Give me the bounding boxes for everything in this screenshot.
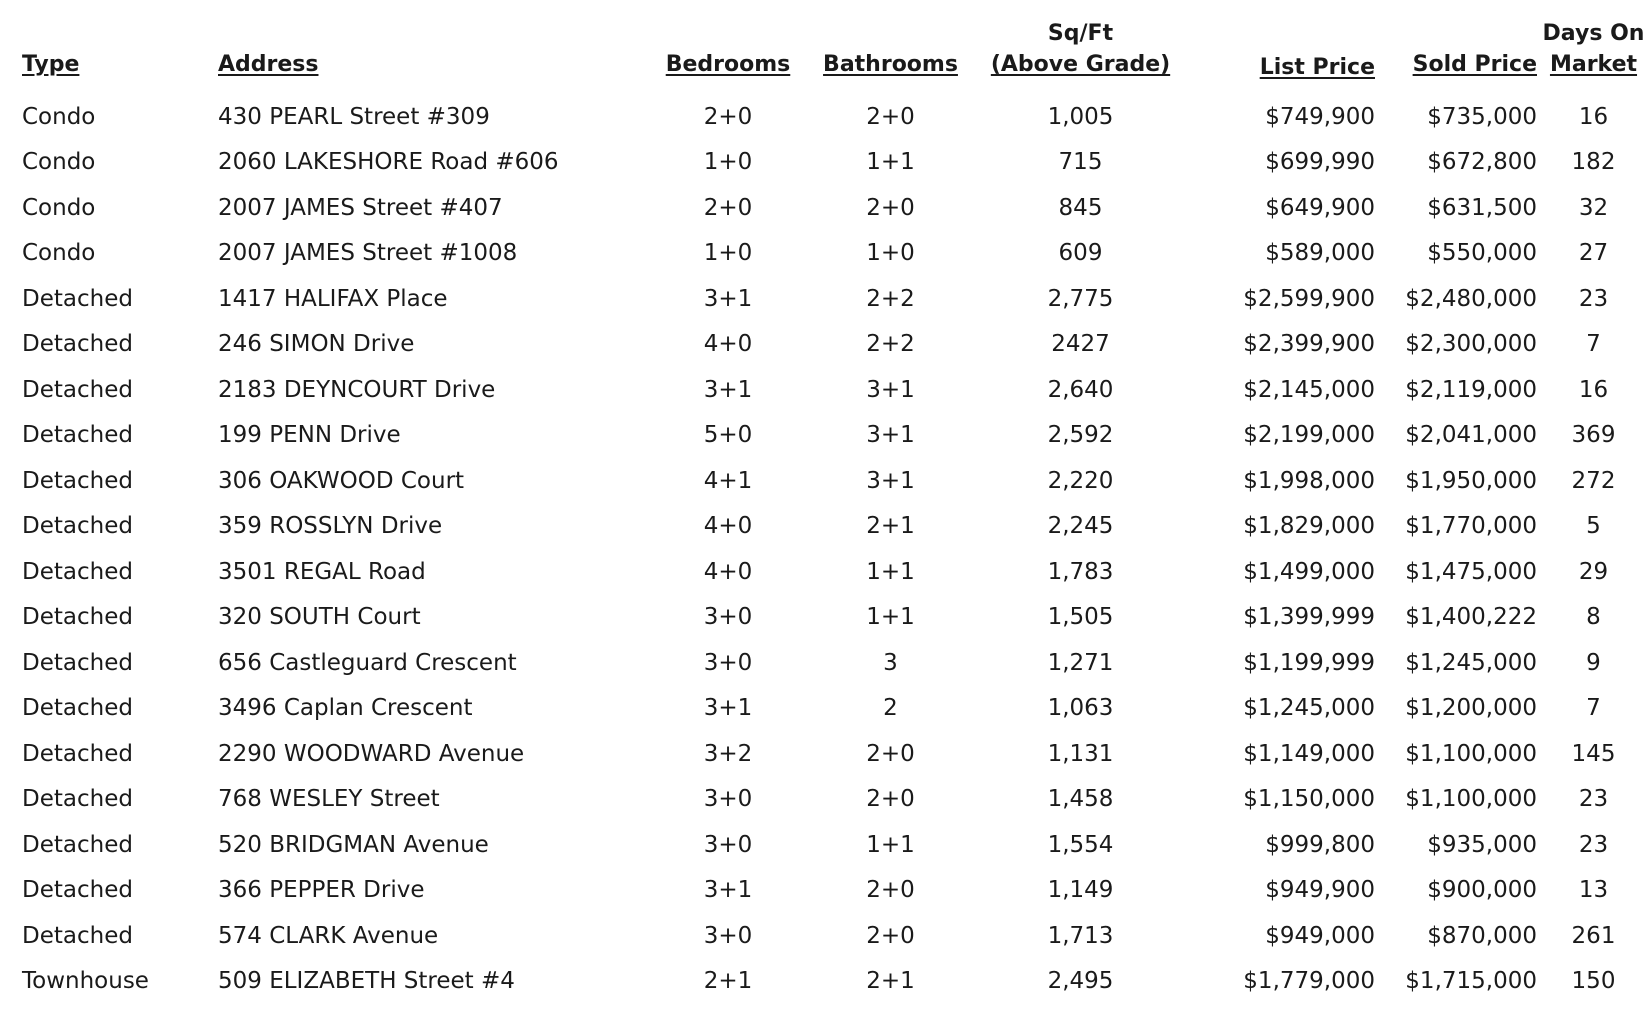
- cell-sqft: 715: [1058, 149, 1103, 176]
- cell-days-on-market: 32: [1578, 194, 1609, 221]
- cell-list-price: $949,900: [1265, 877, 1375, 904]
- cell-sold-price: $1,715,000: [1405, 968, 1537, 995]
- cell-list-price: $1,149,000: [1243, 740, 1375, 767]
- table-row: [0, 367, 1650, 413]
- cell-bathrooms: 3+1: [866, 422, 915, 449]
- cell-sqft: 1,505: [1047, 604, 1114, 631]
- cell-bedrooms: 1+0: [703, 240, 753, 267]
- cell-type: Condo: [22, 149, 96, 176]
- cell-days-on-market: 369: [1571, 422, 1616, 449]
- cell-sqft: 1,149: [1047, 877, 1114, 904]
- table-row: [0, 504, 1650, 550]
- cell-type: Detached: [22, 513, 133, 540]
- cell-type: Detached: [22, 604, 133, 631]
- cell-bathrooms: 2+0: [866, 877, 915, 904]
- cell-sold-price: $550,000: [1427, 240, 1537, 267]
- cell-list-price: $649,900: [1265, 194, 1375, 221]
- cell-address: 2290 WOODWARD Avenue: [218, 740, 525, 767]
- cell-address: 199 PENN Drive: [218, 422, 401, 449]
- cell-address: 3501 REGAL Road: [218, 558, 426, 585]
- cell-sold-price: $2,300,000: [1405, 331, 1537, 358]
- cell-list-price: $2,199,000: [1243, 422, 1375, 449]
- table-row: [0, 231, 1650, 277]
- cell-bathrooms: 2+1: [866, 968, 915, 995]
- header-sqft-line2: (Above Grade): [990, 52, 1171, 77]
- cell-bathrooms: 3+1: [866, 467, 915, 494]
- cell-bedrooms: 4+1: [703, 467, 753, 494]
- cell-days-on-market: 16: [1578, 103, 1609, 130]
- table-row: [0, 276, 1650, 322]
- cell-sold-price: $900,000: [1427, 877, 1537, 904]
- cell-type: Condo: [22, 103, 96, 130]
- header-address: Address: [218, 52, 319, 77]
- cell-sold-price: $1,950,000: [1405, 467, 1537, 494]
- cell-sqft: 2,495: [1047, 968, 1114, 995]
- cell-sold-price: $1,200,000: [1405, 695, 1537, 722]
- cell-bedrooms: 3+0: [703, 831, 753, 858]
- cell-list-price: $1,499,000: [1243, 558, 1375, 585]
- cell-bathrooms: 2+0: [866, 103, 915, 130]
- cell-bedrooms: 3+1: [703, 376, 753, 403]
- cell-list-price: $2,145,000: [1243, 376, 1375, 403]
- cell-bathrooms: 1+0: [866, 240, 915, 267]
- header-sold-price: Sold Price: [1412, 52, 1537, 77]
- cell-sold-price: $2,480,000: [1405, 285, 1537, 312]
- cell-days-on-market: 182: [1571, 149, 1616, 176]
- cell-list-price: $1,399,999: [1243, 604, 1375, 631]
- cell-bathrooms: 3+1: [866, 376, 915, 403]
- cell-sold-price: $870,000: [1427, 922, 1537, 949]
- table-row: [0, 822, 1650, 868]
- cell-bedrooms: 3+0: [703, 604, 753, 631]
- cell-list-price: $1,779,000: [1243, 968, 1375, 995]
- cell-list-price: $2,399,900: [1243, 331, 1375, 358]
- cell-type: Detached: [22, 740, 133, 767]
- cell-bathrooms: 2+0: [866, 922, 915, 949]
- cell-days-on-market: 7: [1586, 695, 1601, 722]
- cell-list-price: $2,599,900: [1243, 285, 1375, 312]
- table-row: [0, 458, 1650, 504]
- cell-type: Detached: [22, 422, 133, 449]
- cell-type: Detached: [22, 558, 133, 585]
- header-type: Type: [22, 52, 80, 77]
- table-row: [0, 595, 1650, 641]
- cell-sold-price: $1,245,000: [1405, 649, 1537, 676]
- cell-sold-price: $1,770,000: [1405, 513, 1537, 540]
- cell-list-price: $1,245,000: [1243, 695, 1375, 722]
- cell-address: 306 OAKWOOD Court: [218, 467, 465, 494]
- cell-sqft: 1,131: [1047, 740, 1114, 767]
- cell-bathrooms: 2+0: [866, 194, 915, 221]
- cell-address: 656 Castleguard Crescent: [218, 649, 517, 676]
- cell-bathrooms: 2+1: [866, 513, 915, 540]
- cell-type: Detached: [22, 786, 133, 813]
- cell-sold-price: $1,475,000: [1405, 558, 1537, 585]
- cell-days-on-market: 29: [1578, 558, 1609, 585]
- header-days-line2: Market: [1549, 52, 1638, 77]
- cell-list-price: $749,900: [1265, 103, 1375, 130]
- table-row: [0, 868, 1650, 914]
- cell-days-on-market: 261: [1571, 922, 1616, 949]
- cell-bathrooms: 2+2: [866, 331, 915, 358]
- cell-sqft: 1,783: [1047, 558, 1114, 585]
- cell-sqft: 2,592: [1047, 422, 1114, 449]
- cell-days-on-market: 16: [1578, 376, 1609, 403]
- cell-days-on-market: 150: [1571, 968, 1616, 995]
- table-body: [0, 94, 1650, 1004]
- cell-bathrooms: 1+1: [866, 558, 915, 585]
- cell-address: 1417 HALIFAX Place: [218, 285, 448, 312]
- cell-bathrooms: 2+0: [866, 740, 915, 767]
- cell-type: Detached: [22, 376, 133, 403]
- cell-bedrooms: 3+2: [703, 740, 753, 767]
- cell-type: Detached: [22, 285, 133, 312]
- cell-days-on-market: 5: [1586, 513, 1601, 540]
- cell-days-on-market: 7: [1586, 331, 1601, 358]
- table-header: [0, 0, 1650, 94]
- cell-address: 520 BRIDGMAN Avenue: [218, 831, 489, 858]
- cell-bedrooms: 2+0: [703, 194, 753, 221]
- cell-days-on-market: 13: [1578, 877, 1609, 904]
- cell-address: 509 ELIZABETH Street #4: [218, 968, 515, 995]
- header-days-line1: Days On: [1542, 21, 1645, 46]
- cell-bedrooms: 4+0: [703, 513, 753, 540]
- cell-days-on-market: 23: [1578, 285, 1609, 312]
- cell-bedrooms: 2+0: [703, 103, 753, 130]
- cell-sqft: 1,458: [1047, 786, 1114, 813]
- cell-address: 3496 Caplan Crescent: [218, 695, 473, 722]
- cell-sold-price: $2,119,000: [1405, 376, 1537, 403]
- cell-sold-price: $631,500: [1427, 194, 1537, 221]
- table-row: [0, 959, 1650, 1005]
- cell-address: 2060 LAKESHORE Road #606: [218, 149, 559, 176]
- cell-days-on-market: 8: [1586, 604, 1601, 631]
- cell-sqft: 1,554: [1047, 831, 1114, 858]
- cell-address: 430 PEARL Street #309: [218, 103, 490, 130]
- table-row: [0, 549, 1650, 595]
- cell-bathrooms: 2: [883, 695, 898, 722]
- cell-days-on-market: 27: [1578, 240, 1609, 267]
- header-sqft: [973, 0, 1188, 94]
- cell-days-on-market: 23: [1578, 831, 1609, 858]
- cell-list-price: $1,150,000: [1243, 786, 1375, 813]
- cell-bedrooms: 3+1: [703, 695, 753, 722]
- cell-sold-price: $1,100,000: [1405, 740, 1537, 767]
- cell-address: 359 ROSSLYN Drive: [218, 513, 443, 540]
- table-row: [0, 777, 1650, 823]
- cell-type: Detached: [22, 331, 133, 358]
- cell-sqft: 1,713: [1047, 922, 1114, 949]
- cell-list-price: $1,829,000: [1243, 513, 1375, 540]
- cell-list-price: $999,800: [1265, 831, 1375, 858]
- cell-address: 246 SIMON Drive: [218, 331, 415, 358]
- cell-sold-price: $1,400,222: [1405, 604, 1537, 631]
- cell-sold-price: $1,100,000: [1405, 786, 1537, 813]
- cell-bathrooms: 2+2: [866, 285, 915, 312]
- cell-address: 2007 JAMES Street #1008: [218, 240, 518, 267]
- cell-type: Condo: [22, 240, 96, 267]
- cell-bedrooms: 3+0: [703, 922, 753, 949]
- cell-sqft: 845: [1058, 194, 1103, 221]
- header-row: [0, 0, 1650, 94]
- cell-address: 2183 DEYNCOURT Drive: [218, 376, 496, 403]
- cell-type: Detached: [22, 831, 133, 858]
- cell-bedrooms: 3+1: [703, 285, 753, 312]
- table-row: [0, 413, 1650, 459]
- cell-days-on-market: 9: [1586, 649, 1601, 676]
- cell-list-price: $1,998,000: [1243, 467, 1375, 494]
- cell-type: Townhouse: [22, 968, 149, 995]
- cell-address: 320 SOUTH Court: [218, 604, 421, 631]
- cell-sqft: 2,640: [1047, 376, 1114, 403]
- cell-sold-price: $672,800: [1427, 149, 1537, 176]
- cell-address: 574 CLARK Avenue: [218, 922, 439, 949]
- cell-sqft: 1,271: [1047, 649, 1114, 676]
- cell-list-price: $1,199,999: [1243, 649, 1375, 676]
- table-row: [0, 185, 1650, 231]
- table-row: [0, 731, 1650, 777]
- header-bathrooms: Bathrooms: [823, 52, 958, 77]
- cell-type: Detached: [22, 695, 133, 722]
- cell-sold-price: $935,000: [1427, 831, 1537, 858]
- table-row: [0, 322, 1650, 368]
- header-sqft-line1: Sq/Ft: [1047, 21, 1114, 46]
- cell-bedrooms: 3+1: [703, 877, 753, 904]
- cell-bedrooms: 4+0: [703, 331, 753, 358]
- cell-address: 768 WESLEY Street: [218, 786, 440, 813]
- cell-type: Detached: [22, 922, 133, 949]
- cell-sqft: 1,005: [1047, 103, 1114, 130]
- cell-address: 2007 JAMES Street #407: [218, 194, 503, 221]
- cell-bedrooms: 4+0: [703, 558, 753, 585]
- cell-sold-price: $735,000: [1427, 103, 1537, 130]
- table-row: [0, 686, 1650, 732]
- cell-list-price: $699,990: [1265, 149, 1375, 176]
- table-row: [0, 640, 1650, 686]
- cell-days-on-market: 145: [1571, 740, 1616, 767]
- header-list-price: List Price: [1259, 55, 1375, 80]
- cell-bedrooms: 2+1: [703, 968, 753, 995]
- cell-sqft: 1,063: [1047, 695, 1114, 722]
- cell-type: Detached: [22, 877, 133, 904]
- table-row: [0, 140, 1650, 186]
- cell-address: 366 PEPPER Drive: [218, 877, 425, 904]
- cell-bathrooms: 3: [883, 649, 898, 676]
- header-days-on-market: [1537, 0, 1650, 94]
- cell-bathrooms: 1+1: [866, 604, 915, 631]
- cell-days-on-market: 23: [1578, 786, 1609, 813]
- cell-bedrooms: 5+0: [703, 422, 753, 449]
- cell-sqft: 2427: [1051, 331, 1110, 358]
- cell-sqft: 2,775: [1047, 285, 1114, 312]
- table-row: [0, 94, 1650, 140]
- cell-sqft: 2,220: [1047, 467, 1114, 494]
- cell-sqft: 2,245: [1047, 513, 1114, 540]
- cell-type: Detached: [22, 467, 133, 494]
- cell-type: Detached: [22, 649, 133, 676]
- cell-list-price: $589,000: [1265, 240, 1375, 267]
- cell-days-on-market: 272: [1571, 467, 1616, 494]
- header-bedrooms: Bedrooms: [665, 52, 791, 77]
- cell-bathrooms: 2+0: [866, 786, 915, 813]
- cell-bathrooms: 1+1: [866, 831, 915, 858]
- cell-bedrooms: 3+0: [703, 786, 753, 813]
- table-row: [0, 913, 1650, 959]
- cell-list-price: $949,000: [1265, 922, 1375, 949]
- cell-bedrooms: 3+0: [703, 649, 753, 676]
- cell-bathrooms: 1+1: [866, 149, 915, 176]
- cell-sqft: 609: [1058, 240, 1103, 267]
- cell-type: Condo: [22, 194, 96, 221]
- cell-sold-price: $2,041,000: [1405, 422, 1537, 449]
- cell-bedrooms: 1+0: [703, 149, 753, 176]
